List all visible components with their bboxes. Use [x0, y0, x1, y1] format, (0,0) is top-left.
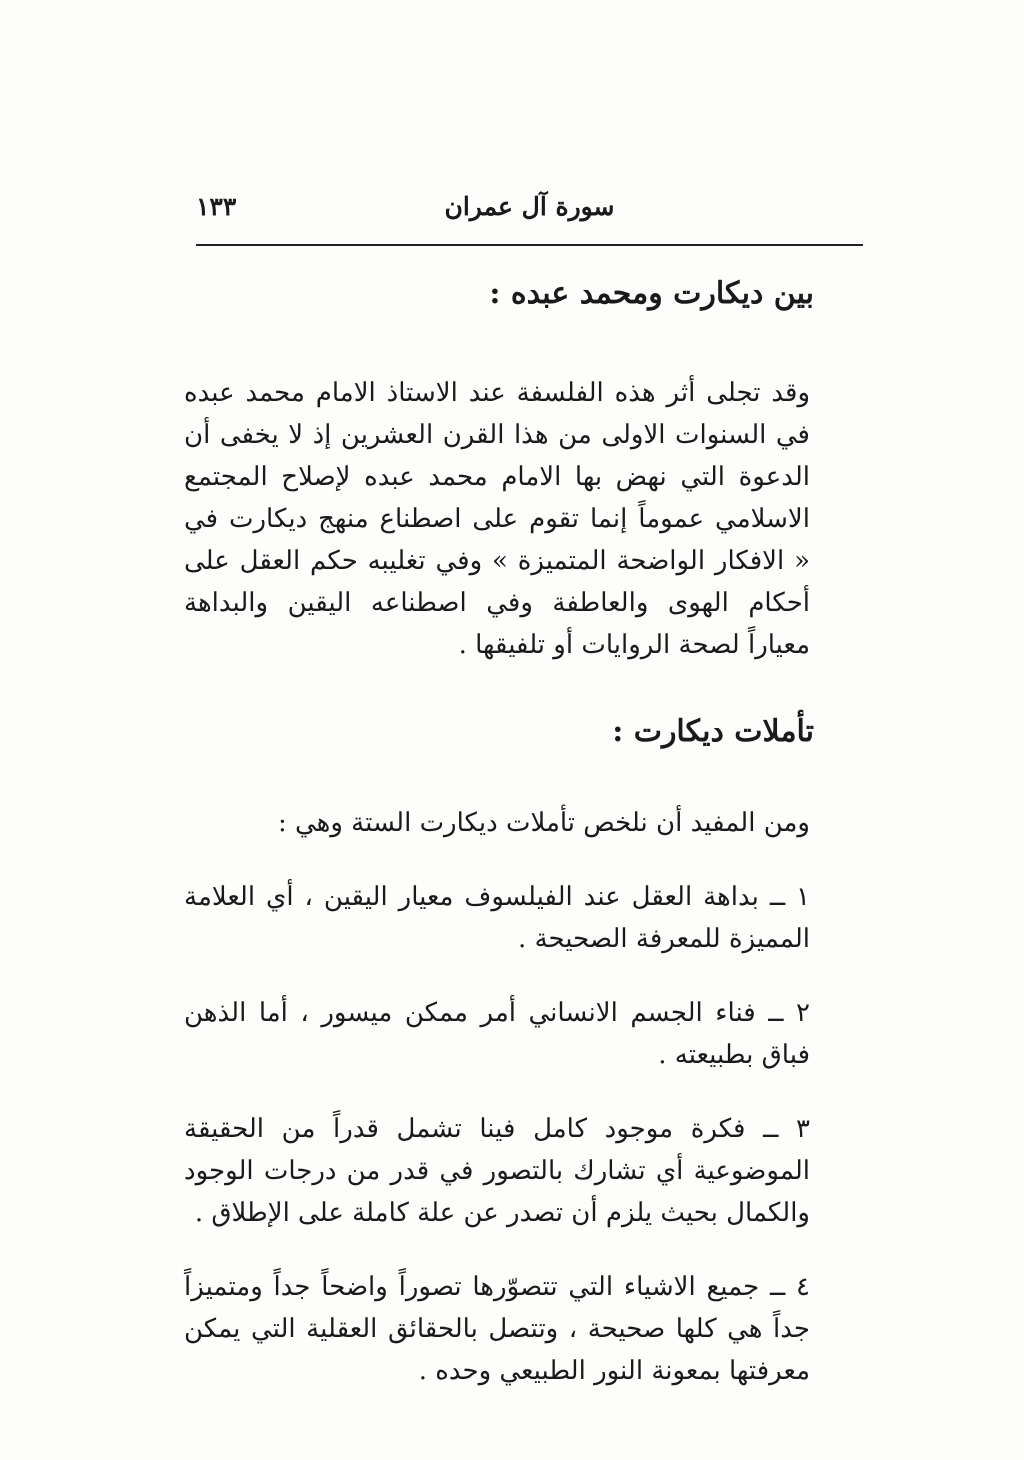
- list-item: [184, 992, 864, 1076]
- body-paragraph: [184, 372, 864, 666]
- page-body: [184, 264, 864, 1392]
- list-item-text: ٣ ــ فكرة موجود كامل فينا تشمل قدراً من الحقيقة الموضوعية أي تشارك بالتصور في قدر من درجات الوجود والكمال بحيث يلزم أن تصدر عن علة كاملة على الإطلاق .: [184, 1114, 810, 1228]
- page-header: [196, 190, 863, 236]
- list-item-text: ٤ ــ جميع الاشياء التي تتصوّرها تصوراً واضحاً جداً ومتميزاً جداً هي كلها صحيحة ، وتتصل بالحقائق العقلية التي يمكن معرفتها بمعونة النور الطبيعي وحده .: [184, 1272, 810, 1386]
- list-item-text: ٢ ــ فناء الجسم الانساني أمر ممكن ميسور ، أما الذهن فباق بطبيعته .: [184, 998, 810, 1070]
- list-item-text: ١ ــ بداهة العقل عند الفيلسوف معيار اليقين ، أي العلامة المميزة للمعرفة الصحيحة .: [184, 882, 810, 954]
- page-number: ١٣٣: [196, 192, 237, 221]
- running-title: سورة آل عمران: [444, 192, 615, 221]
- intro-paragraph: [184, 802, 864, 844]
- header-rule: [196, 244, 863, 246]
- paragraph-text: وقد تجلى أثر هذه الفلسفة عند الاستاذ الامام محمد عبده في السنوات الاولى من هذا القرن العشرين إذ لا يخفى أن الدعوة التي نهض بها الامام محمد عبده لإصلاح المجتمع الاسلامي عموماً إنما تقوم على اصطناع منهج ديكارت في « الافكار الواضحة المتميزة » وفي تغليبه حكم العقل على أحكام الهوى والعاطفة وفي اصطناعه اليقين والبداهة معياراً لصحة الروايات أو تلفيقها .: [184, 378, 810, 660]
- intro-text: ومن المفيد أن نلخص تأملات ديكارت الستة وهي :: [277, 808, 810, 838]
- list-item: [184, 1108, 864, 1234]
- list-item: [184, 1266, 864, 1392]
- section-heading-descartes-abduh: بين ديكارت ومحمد عبده :: [489, 276, 814, 311]
- section-heading-meditations: تأملات ديكارت :: [612, 714, 814, 749]
- list-item: [184, 876, 864, 960]
